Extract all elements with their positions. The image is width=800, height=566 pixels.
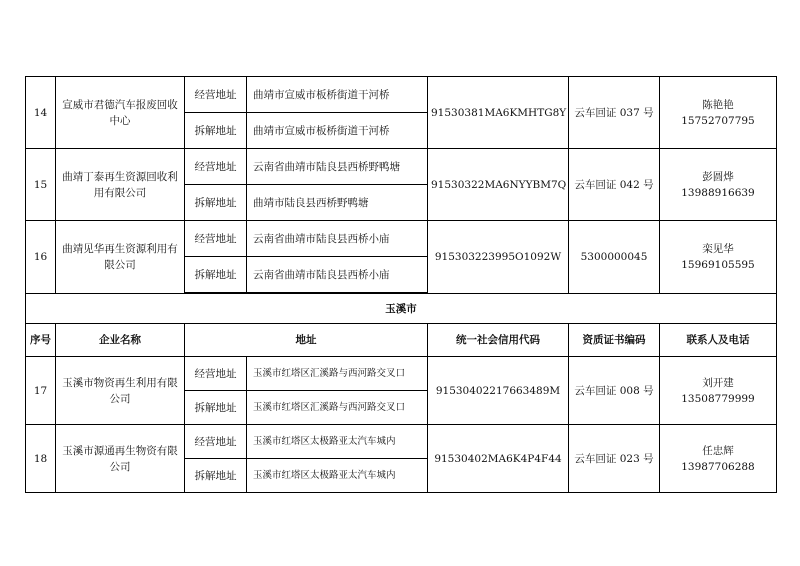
company-name: 宣威市君德汽车报废回收中心	[56, 77, 185, 149]
contact-name: 栾见华	[702, 242, 734, 255]
operating-address: 玉溪市红塔区汇溪路与西河路交叉口	[247, 357, 428, 391]
header-seq: 序号	[26, 324, 56, 357]
dismantling-label: 拆解地址	[185, 459, 247, 493]
header-credit-code: 统一社会信用代码	[428, 324, 569, 357]
operating-label: 经营地址	[185, 77, 247, 113]
enterprise-table	[25, 76, 777, 493]
contact-name: 刘开建	[702, 376, 734, 389]
operating-label: 经营地址	[185, 221, 247, 257]
cert-number: 云车回证 042 号	[569, 149, 660, 221]
cert-number: 云车回证 023 号	[569, 425, 660, 493]
contact	[660, 149, 777, 221]
contact-phone: 15969105595	[681, 258, 755, 271]
operating-address: 玉溪市红塔区太极路亚太汽车城内	[247, 425, 428, 459]
table-row	[26, 425, 777, 459]
dismantling-address: 玉溪市红塔区汇溪路与西河路交叉口	[247, 391, 428, 425]
dismantling-address: 曲靖市宣威市板桥街道干河桥	[247, 113, 428, 149]
header-company: 企业名称	[56, 324, 185, 357]
dismantling-label: 拆解地址	[185, 391, 247, 425]
operating-label: 经营地址	[185, 149, 247, 185]
contact-phone: 13987706288	[681, 460, 755, 473]
contact	[660, 357, 777, 425]
dismantling-label: 拆解地址	[185, 185, 247, 221]
contact-name: 任忠辉	[702, 444, 734, 457]
table-row	[26, 149, 777, 185]
credit-code: 91530322MA6NYYBM7Q	[428, 149, 569, 221]
header-cert: 资质证书编码	[569, 324, 660, 357]
row-number: 14	[26, 77, 56, 149]
contact	[660, 221, 777, 294]
dismantling-label: 拆解地址	[185, 113, 247, 149]
dismantling-address: 云南省曲靖市陆良县西桥小庙	[247, 257, 428, 294]
cert-number: 云车回证 008 号	[569, 357, 660, 425]
table-row	[26, 221, 777, 257]
header-address: 地址	[185, 324, 428, 357]
credit-code: 91530402MA6K4P4F44	[428, 425, 569, 493]
table-header	[26, 324, 777, 357]
operating-address: 云南省曲靖市陆良县西桥野鸭塘	[247, 149, 428, 185]
table-row	[26, 77, 777, 113]
row-number: 17	[26, 357, 56, 425]
contact-phone: 13508779999	[681, 392, 755, 405]
credit-code: 915303223995O1092W	[428, 221, 569, 294]
contact-name: 彭圆烨	[702, 170, 734, 183]
contact	[660, 425, 777, 493]
row-number: 15	[26, 149, 56, 221]
contact-phone: 13988916639	[681, 186, 755, 199]
credit-code: 91530381MA6KMHTG8Y	[428, 77, 569, 149]
dismantling-address: 曲靖市陆良县西桥野鸭塘	[247, 185, 428, 221]
dismantling-address: 玉溪市红塔区太极路亚太汽车城内	[247, 459, 428, 493]
company-name: 曲靖丁泰再生资源回收利用有限公司	[56, 149, 185, 221]
operating-label: 经营地址	[185, 357, 247, 391]
header-contact: 联系人及电话	[660, 324, 777, 357]
row-number: 18	[26, 425, 56, 493]
credit-code: 91530402217663489M	[428, 357, 569, 425]
operating-label: 经营地址	[185, 425, 247, 459]
section-title: 玉溪市	[26, 293, 777, 324]
dismantling-label: 拆解地址	[185, 257, 247, 294]
cert-number: 云车回证 037 号	[569, 77, 660, 149]
row-number: 16	[26, 221, 56, 294]
cert-number: 5300000045	[569, 221, 660, 294]
operating-address: 曲靖市宣威市板桥街道干河桥	[247, 77, 428, 113]
company-name: 曲靖见华再生资源利用有限公司	[56, 221, 185, 294]
operating-address: 云南省曲靖市陆良县西桥小庙	[247, 221, 428, 257]
contact-name: 陈艳艳	[702, 98, 734, 111]
company-name: 玉溪市源通再生物资有限公司	[56, 425, 185, 493]
section-row	[26, 293, 777, 324]
company-name: 玉溪市物资再生利用有限公司	[56, 357, 185, 425]
table-row	[26, 357, 777, 391]
contact-phone: 15752707795	[681, 114, 755, 127]
contact	[660, 77, 777, 149]
